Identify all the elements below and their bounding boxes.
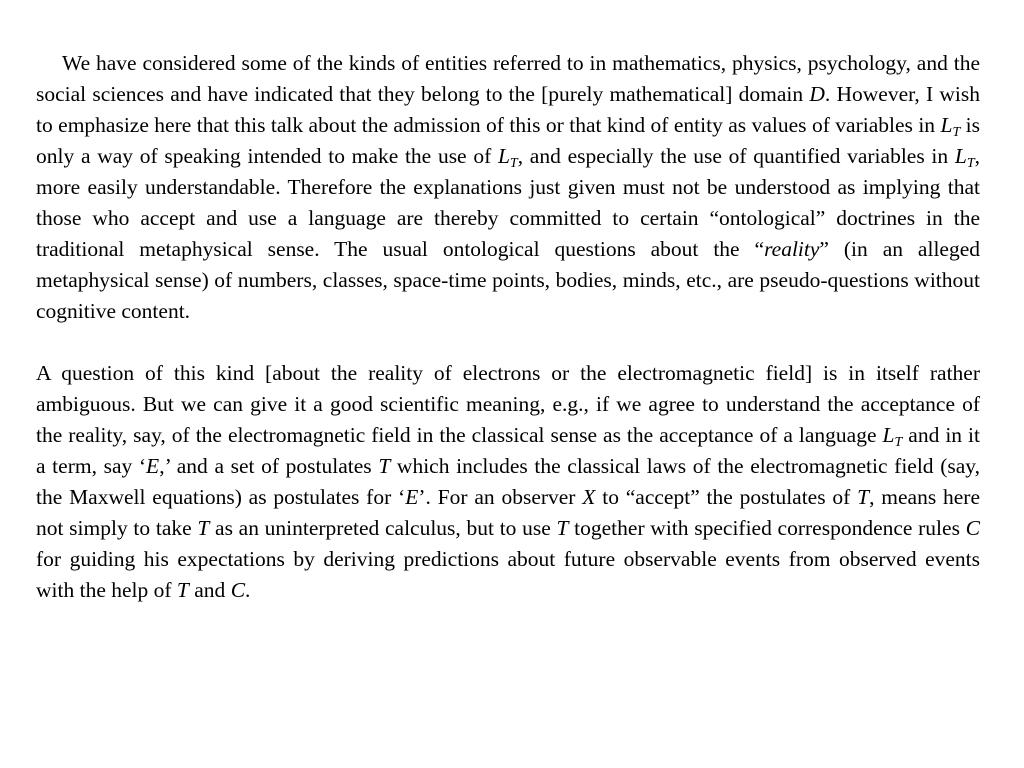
text-run: , and especially the use of quantified variables in xyxy=(517,144,955,168)
italic-text: D xyxy=(809,82,825,106)
italic-text: X xyxy=(582,485,596,509)
italic-text: reality xyxy=(764,237,820,261)
text-run: ,’ and a set of postulates xyxy=(159,454,379,478)
italic-text: T xyxy=(378,454,391,478)
paragraph-2 xyxy=(36,358,980,606)
italic-text: E xyxy=(405,485,419,509)
subscript: T xyxy=(966,156,975,171)
text-run: We have considered some of the kinds of entities referred to in mathematics, physics, psychology, and the social sciences and have indicated that they belong to the [purely mathematical] domain xyxy=(36,51,980,106)
text-run: to “accept” the postulates of xyxy=(595,485,858,509)
subscript: T xyxy=(894,435,903,450)
italic-text: E xyxy=(146,454,160,478)
italic-text: C xyxy=(965,516,980,540)
italic-text: L xyxy=(940,113,953,137)
text-run: is only a way of speaking intended to make the use of xyxy=(36,113,981,168)
italic-text: T xyxy=(857,485,870,509)
italic-text: L xyxy=(497,144,510,168)
text-run: , means here not simply to take xyxy=(36,485,980,540)
subscript: T xyxy=(952,125,961,140)
text-run: A question of this kind [about the reality of electrons or the electromagnetic field] is in itself rather ambiguous. But we can give it a good scientific meaning, e.g., if we agree to understand the acceptance of the reality, say, of the electromagnetic field in the classical sense as the acceptance of a language xyxy=(36,361,980,447)
text-run: and in it a term, say ‘ xyxy=(36,423,981,478)
text-run: for guiding his expectations by deriving predictions about future observable events from observed events with the help of xyxy=(36,547,980,602)
text-run: together with specified correspondence rules xyxy=(568,516,966,540)
document-page xyxy=(36,48,980,606)
italic-text: T xyxy=(197,516,210,540)
text-run: , more easily understandable. Therefore the explanations just given must not be understood as implying that those who accept and use a language are thereby committed to certain “ontological” doctrines in the traditional metaphysical sense. The usual ontological questions about the “ xyxy=(36,144,981,261)
italic-text: L xyxy=(954,144,967,168)
italic-text: T xyxy=(176,578,189,602)
text-run: . xyxy=(245,578,251,602)
text-run: ’. For an observer xyxy=(418,485,583,509)
subscript: T xyxy=(509,156,518,171)
italic-text: T xyxy=(556,516,569,540)
text-run: and xyxy=(188,578,231,602)
text-run: ” (in an alleged metaphysical sense) of numbers, classes, space-time points, bodies, minds, etc., are pseudo-questions without cognitive content. xyxy=(36,237,980,323)
text-run: . However, I wish to emphasize here that this talk about the admission of this or that kind of entity as values of variables in xyxy=(36,82,980,137)
italic-text: L xyxy=(882,423,895,447)
text-run: as an uninterpreted calculus, but to use xyxy=(209,516,557,540)
paragraph-1 xyxy=(36,48,980,327)
italic-text: C xyxy=(230,578,246,602)
text-run: which includes the classical laws of the electromagnetic field (say, the Maxwell equations) as postulates for ‘ xyxy=(36,454,980,509)
